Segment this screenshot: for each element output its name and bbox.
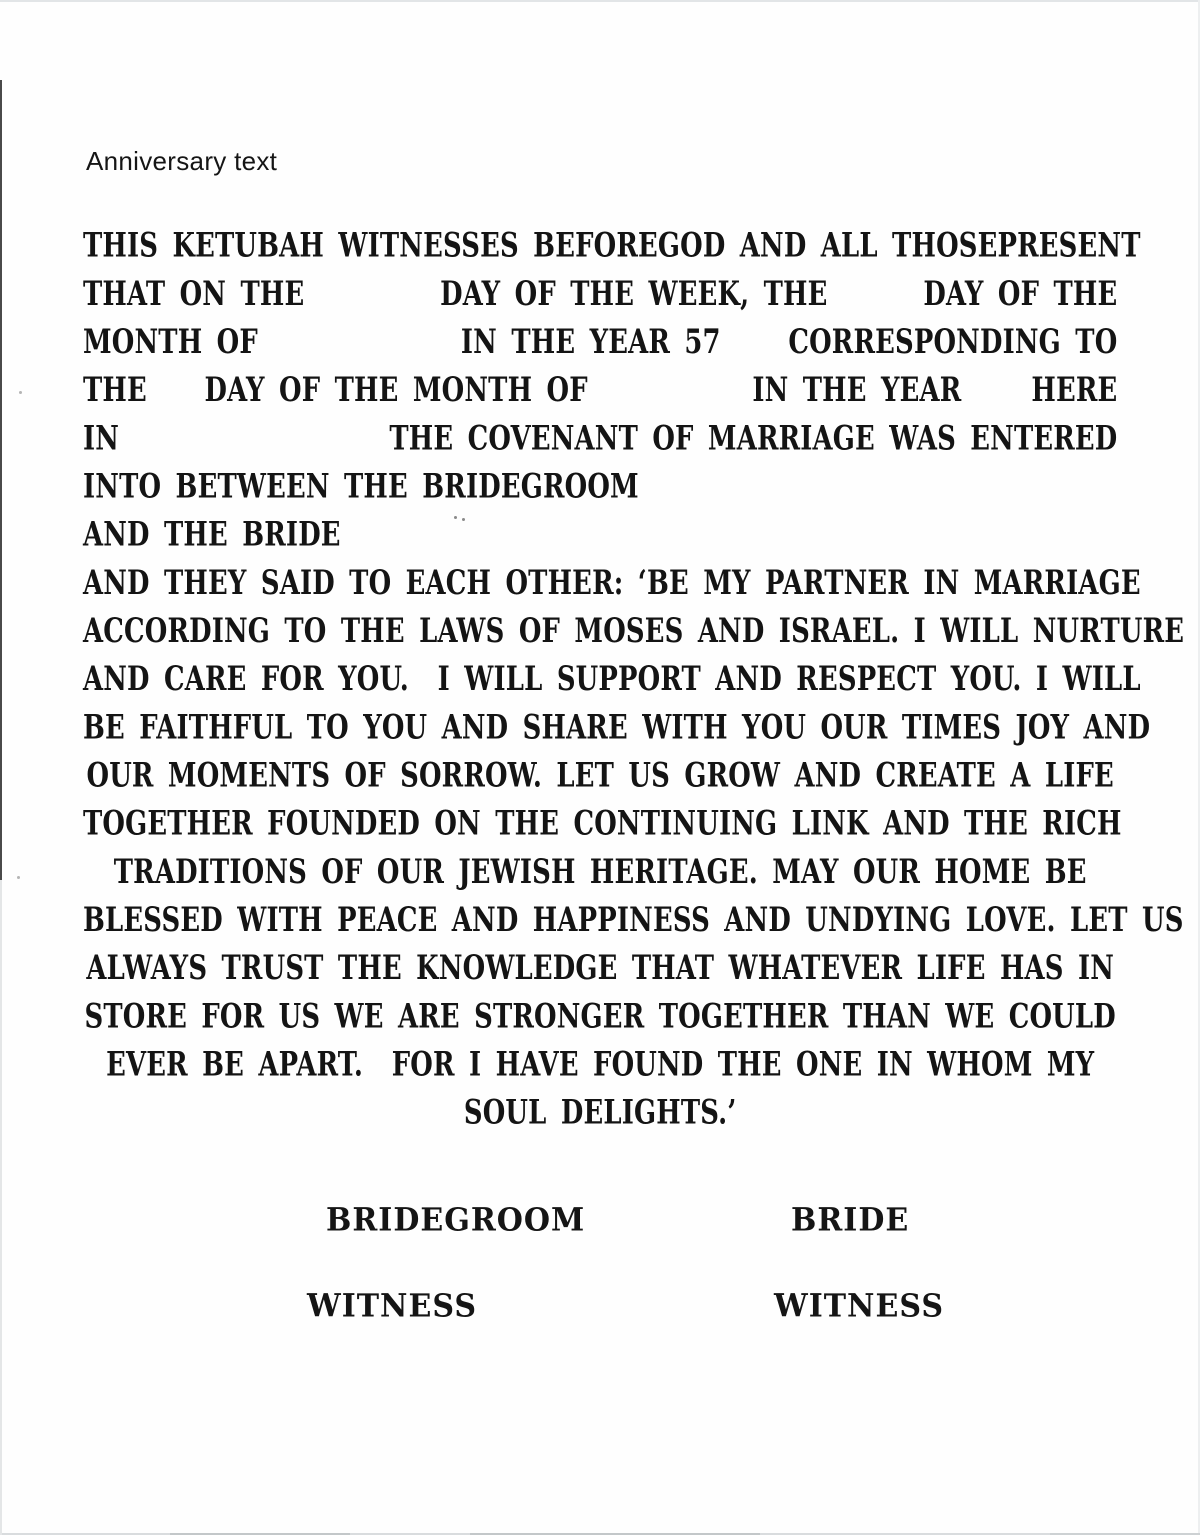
ketubah-text-segment: AND THE BRIDE (83, 515, 341, 555)
witness-left-signature-label: WITNESS (307, 1288, 478, 1325)
ketubah-text-segment: MONTH OF (83, 322, 258, 362)
ketubah-form-line (83, 415, 1117, 463)
bridegroom-signature-label: BRIDEGROOM (326, 1202, 586, 1239)
ketubah-text-segment: IN THE YEAR (752, 370, 962, 411)
bride-signature-label: BRIDE (791, 1202, 910, 1239)
ketubah-text-segment: THE (83, 370, 147, 411)
ketubah-vow-line: BE FAITHFUL TO YOU AND SHARE WITH YOU OUR TIMES JOY AND (83, 708, 1151, 748)
scan-edge-top (0, 0, 1200, 2)
ketubah-text-segment: GOD AND ALL THOSE (657, 226, 998, 266)
fill-in-blank (961, 400, 1031, 401)
scan-speck (454, 516, 457, 519)
fill-in-blank (147, 400, 205, 401)
ketubah-form-line (83, 318, 1117, 366)
fill-in-blank (588, 400, 753, 401)
ketubah-vow-line: EVER BE APART. FOR I HAVE FOUND THE ONE IN WHOM MY (106, 1045, 1095, 1085)
ketubah-text-segment: CORRESPONDING TO (788, 322, 1118, 362)
ketubah-vow-line: OUR MOMENTS OF SORROW. LET US GROW AND CREATE A LIFE (86, 756, 1114, 796)
scan-edge-left-faint (0, 880, 2, 1535)
ketubah-text-segment: HERE (1031, 370, 1118, 411)
document-heading: Anniversary text (86, 146, 278, 176)
ketubah-vow-line: AND THEY SAID TO EACH OTHER: ‘BE MY PARTNER IN MARRIAGE (83, 563, 1141, 603)
ketubah-text-segment: DAY OF THE (923, 274, 1118, 314)
ketubah-form-line (83, 366, 1117, 414)
ketubah-text-segment: DAY OF THE MONTH OF (204, 370, 588, 411)
ketubah-text-segment: PRESENT (997, 226, 1141, 266)
fill-in-blank (304, 304, 440, 305)
scan-speck (19, 391, 22, 394)
fill-in-blank (258, 352, 461, 353)
scan-speck (462, 518, 465, 521)
ketubah-vow-line: ACCORDING TO THE LAWS OF MOSES AND ISRAEL. I WILL NURTURE (83, 611, 1185, 651)
ketubah-vow-line: AND CARE FOR YOU. I WILL SUPPORT AND RESPECT YOU. I WILL (83, 659, 1141, 700)
ketubah-text-segment: IN THE YEAR 57 (460, 322, 721, 362)
ketubah-text-segment: IN (83, 419, 120, 459)
fill-in-blank (721, 352, 789, 353)
ketubah-vow-line: TOGETHER FOUNDED ON THE CONTINUING LINK AND THE RICH (83, 804, 1122, 844)
ketubah-form-line (83, 463, 1117, 511)
ketubah-vow-line: SOUL DELIGHTS.’ (463, 1093, 737, 1133)
ketubah-form-line (83, 511, 1117, 559)
ketubah-form-line (83, 222, 1141, 270)
ketubah-vow-line: STORE FOR US WE ARE STRONGER TOGETHER THAN WE COULD (84, 997, 1116, 1037)
ketubah-text-block (83, 222, 1185, 1137)
ketubah-text-segment: THE COVENANT OF MARRIAGE WAS ENTERED (389, 419, 1118, 459)
scan-speck (17, 876, 20, 879)
fill-in-blank (828, 304, 924, 305)
fill-in-blank (119, 448, 389, 449)
ketubah-text-segment: THAT ON THE (83, 274, 305, 314)
ketubah-text-segment: DAY OF THE WEEK, THE (440, 274, 828, 314)
ketubah-vow-line: BLESSED WITH PEACE AND HAPPINESS AND UNDYING LOVE. LET US (83, 900, 1184, 940)
witness-right-signature-label: WITNESS (774, 1288, 945, 1325)
ketubah-form-line (83, 270, 1117, 318)
ketubah-vow-line: ALWAYS TRUST THE KNOWLEDGE THAT WHATEVER LIFE HAS IN (86, 948, 1115, 989)
ketubah-text-segment: THIS KETUBAH WITNESSES BEFORE (83, 226, 658, 266)
ketubah-text-segment: INTO BETWEEN THE BRIDEGROOM (83, 467, 639, 507)
scan-edge-left (0, 80, 2, 880)
ketubah-vow-line: TRADITIONS OF OUR JEWISH HERITAGE. MAY OUR HOME BE (113, 852, 1087, 892)
